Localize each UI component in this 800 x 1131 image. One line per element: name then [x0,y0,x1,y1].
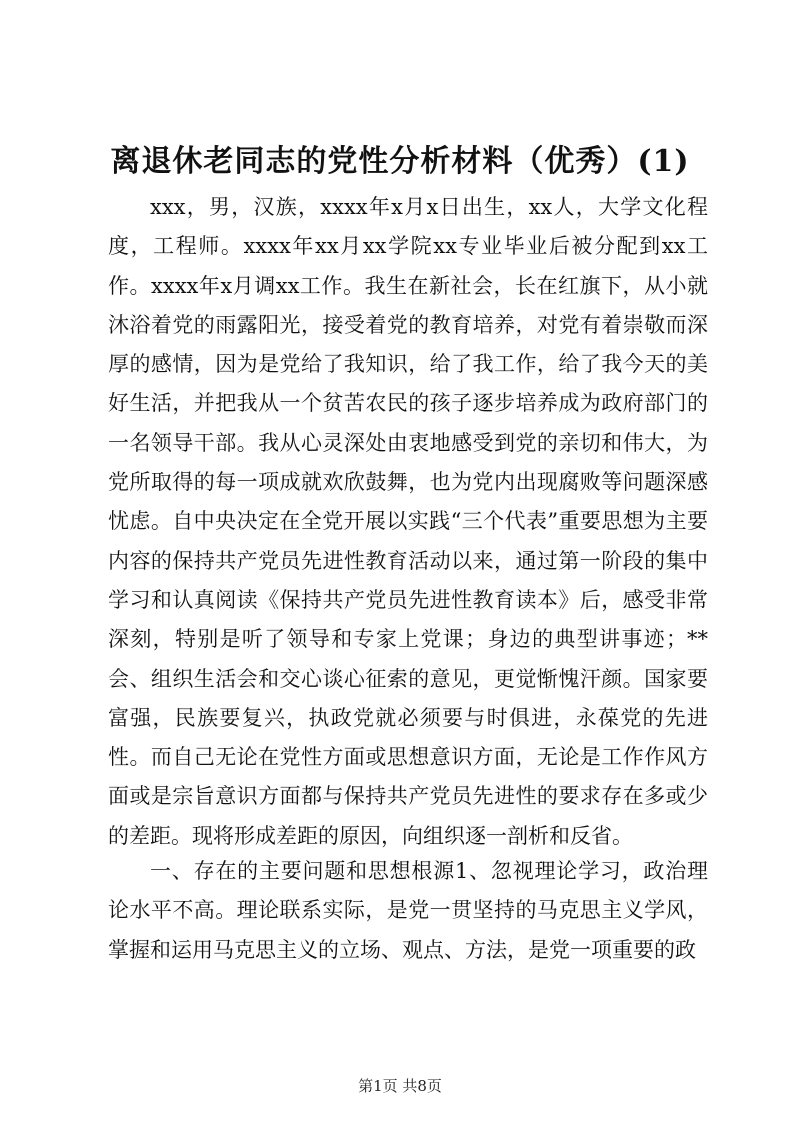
document-title: 离退休老同志的党性分析材料（优秀）(1) [110,144,690,179]
body-paragraph-2: 一、存在的主要问题和思想根源1、忽视理论学习，政治理论水平不高。理论联系实际，是党一贯坚持的马克思主义学风，掌握和运用马克思主义的立场、观点、方法，是党一项重要的政 [108,859,708,962]
page-number-footer: 第1页 共8页 [358,1077,442,1095]
body-paragraph-1: xxx，男，汉族，xxxx年x月x日出生，xx人，大学文化程度，工程师。xxxx年xx月xx学院xx专业毕业后被分配到xx工作。xxxx年x月调xx工作。我生在新社会，长在红旗下，从小就沐浴着党的雨露阳光，接受着党的教育培养，对党有着崇敬而深厚的感情，因为是党给了我知识，给了我工作，给了我今天的美好生活，并把我从一个贫苦农民的孩子逐步培养成为政府部门的一名领导干部。我从心灵深处由衷地感受到党的亲切和伟大，为党所取得的每一项成就欢欣鼓舞，也为党内出现腐败等问题深感忧虑。自中央决定在全党开展以实践“三个代表”重要思想为主要内容的保持共产党员先进性教育活动以来，通过第一阶段的集中学习和认真阅读《保持共产党员先进性教育读本》后，感受非常深刻，特别是听了领导和专家上党课；身边的典型讲事迹；**会、组织生活会和交心谈心征索的意见，更觉惭愧汗颜。国家要富强，民族要复兴，执政党就必须要与时俱进，永葆党的先进性。而自己无论在党性方面或思想意识方面，无论是工作作风方面或是宗旨意识方面都与保持共产党员先进性的要求存在多或少的差距。现将形成差距的原因，向组织逐一剖析和反省。 [108,195,708,848]
